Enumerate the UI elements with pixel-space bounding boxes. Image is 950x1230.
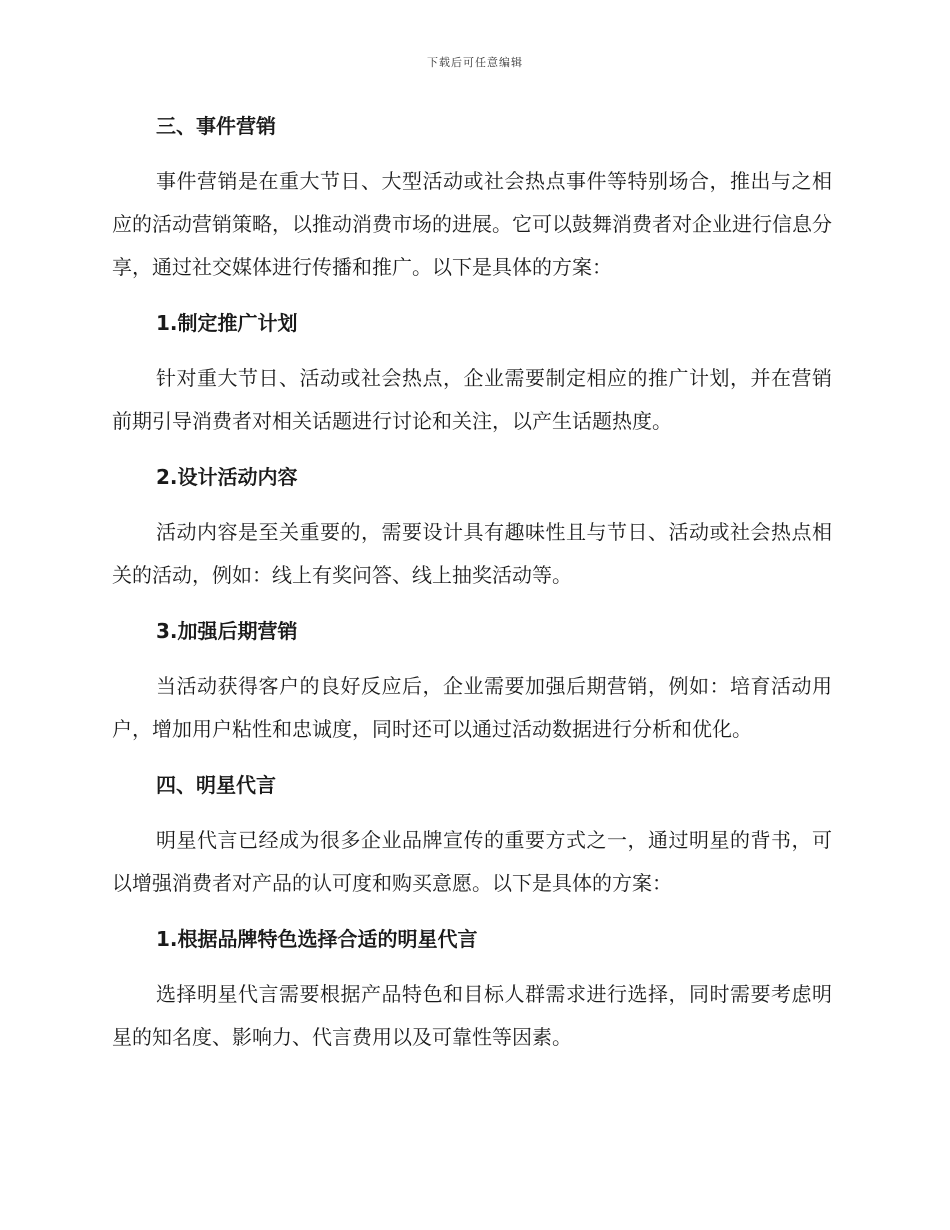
document-body (112, 108, 832, 1059)
section-paragraph: 明星代言已经成为很多企业品牌宣传的重要方式之一，通过明星的背书，可以增强消费者对产品的认可度和购买意愿。以下是具体的方案： (112, 828, 832, 895)
section-paragraph: 针对重大节日、活动或社会热点，企业需要制定相应的推广计划，并在营销前期引导消费者对相关话题进行讨论和关注，以产生话题热度。 (112, 366, 832, 433)
section-paragraph: 活动内容是至关重要的，需要设计具有趣味性且与节日、活动或社会热点相关的活动，例如：线上有奖问答、线上抽奖活动等。 (112, 520, 832, 587)
page-header-note: 下载后可任意编辑 (427, 56, 523, 69)
subsection-heading: 1.制定推广计划 (156, 311, 298, 335)
section-paragraph: 事件营销是在重大节日、大型活动或社会热点事件等特别场合，推出与之相应的活动营销策略，以推动消费市场的进展。它可以鼓舞消费者对企业进行信息分享，通过社交媒体进行传播和推广。以下是具体的方案： (112, 169, 832, 279)
section-paragraph: 当活动获得客户的良好反应后，企业需要加强后期营销，例如：培育活动用户，增加用户粘性和忠诚度，同时还可以通过活动数据进行分析和优化。 (112, 674, 832, 741)
subsection-heading: 1.根据品牌特色选择合适的明星代言 (156, 927, 478, 951)
subsection-heading: 3.加强后期营销 (156, 619, 298, 643)
subsection-heading: 2.设计活动内容 (156, 465, 298, 489)
section-heading: 三、事件营销 (156, 114, 276, 138)
section-paragraph: 选择明星代言需要根据产品特色和目标人群需求进行选择，同时需要考虑明星的知名度、影响力、代言费用以及可靠性等因素。 (112, 982, 832, 1049)
section-heading: 四、明星代言 (156, 773, 276, 797)
